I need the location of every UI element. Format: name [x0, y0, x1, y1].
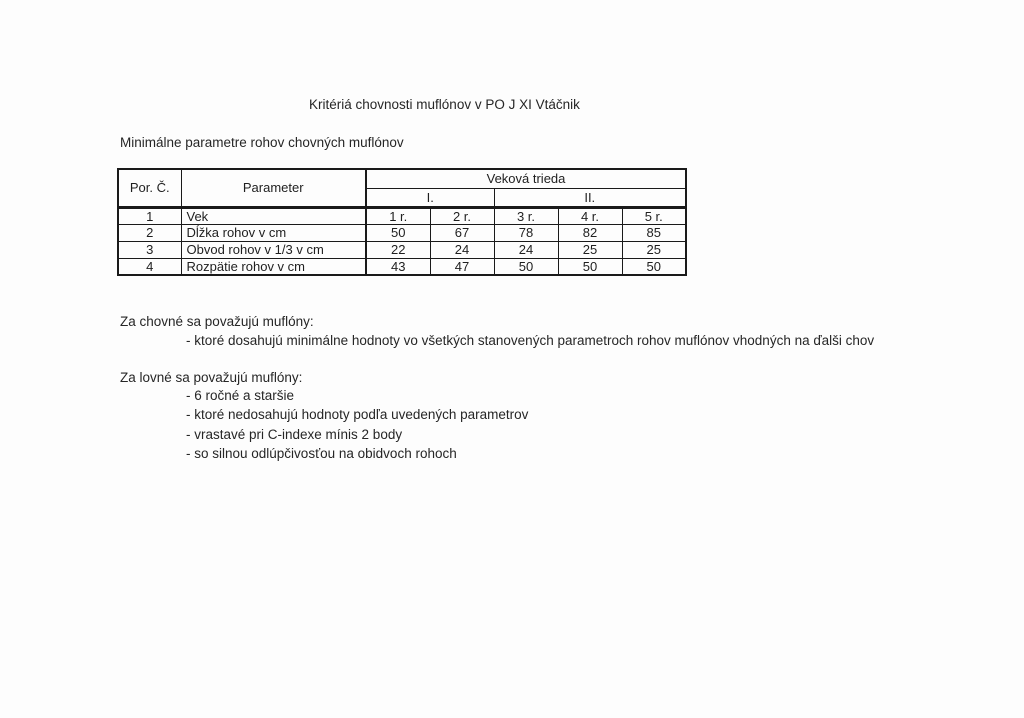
- parameter-cell: Vek: [181, 207, 366, 224]
- value-cell: 50: [622, 258, 686, 275]
- value-cell: 43: [366, 258, 430, 275]
- value-cell: 50: [558, 258, 622, 275]
- section-hunting-bullets: [186, 386, 528, 464]
- table-row: [118, 241, 686, 258]
- row-number-cell: 1: [118, 207, 181, 224]
- value-cell: 22: [366, 241, 430, 258]
- parameter-cell: Obvod rohov v 1/3 v cm: [181, 241, 366, 258]
- header-por-c: Por. Č.: [118, 169, 181, 207]
- section-hunting-bullet: - so silnou odlúpčivosťou na obidvoch rohoch: [186, 446, 457, 462]
- section-breeding-heading: Za chovné sa považujú muflóny:: [120, 314, 314, 329]
- section-breeding-bullet: - ktoré dosahujú minimálne hodnoty vo všetkých stanovených parametroch rohov muflónov vhodných na ďalši chov: [186, 333, 875, 348]
- table-row: [118, 207, 686, 224]
- value-cell: 2 r.: [430, 207, 494, 224]
- document-title: Kritériá chovnosti muflónov v PO J XI Vtáčnik: [309, 97, 580, 112]
- section-hunting-bullet: - 6 ročné a staršie: [186, 388, 295, 403]
- table-caption: Minimálne parametre rohov chovných muflónov: [120, 135, 404, 150]
- value-cell: 25: [622, 241, 686, 258]
- value-cell: 4 r.: [558, 207, 622, 224]
- header-age-class-1: I.: [366, 188, 494, 207]
- value-cell: 3 r.: [494, 207, 558, 224]
- header-age-class-2: II.: [494, 188, 686, 207]
- section-hunting-bullet: - ktoré nedosahujú hodnoty podľa uvedených parametrov: [186, 407, 529, 423]
- value-cell: 5 r.: [622, 207, 686, 224]
- row-number-cell: 4: [118, 258, 181, 275]
- header-vekova-trieda: Veková trieda: [366, 169, 686, 188]
- parameters-table: [117, 168, 687, 276]
- value-cell: 82: [558, 224, 622, 241]
- parameter-cell: Rozpätie rohov v cm: [181, 258, 366, 275]
- value-cell: 24: [494, 241, 558, 258]
- row-number-cell: 3: [118, 241, 181, 258]
- section-hunting-bullet: - vrastavé pri C-indexe mínis 2 body: [186, 426, 403, 442]
- value-cell: 50: [366, 224, 430, 241]
- parameter-cell: Dĺžka rohov v cm: [181, 224, 366, 241]
- value-cell: 78: [494, 224, 558, 241]
- value-cell: 47: [430, 258, 494, 275]
- table-header-row-1: [118, 169, 686, 188]
- table-row: [118, 258, 686, 275]
- header-parameter: Parameter: [181, 169, 366, 207]
- section-hunting-heading: Za lovné sa považujú muflóny:: [120, 370, 303, 385]
- value-cell: 50: [494, 258, 558, 275]
- value-cell: 1 r.: [366, 207, 430, 224]
- value-cell: 24: [430, 241, 494, 258]
- row-number-cell: 2: [118, 224, 181, 241]
- table-row: [118, 224, 686, 241]
- value-cell: 67: [430, 224, 494, 241]
- value-cell: 85: [622, 224, 686, 241]
- value-cell: 25: [558, 241, 622, 258]
